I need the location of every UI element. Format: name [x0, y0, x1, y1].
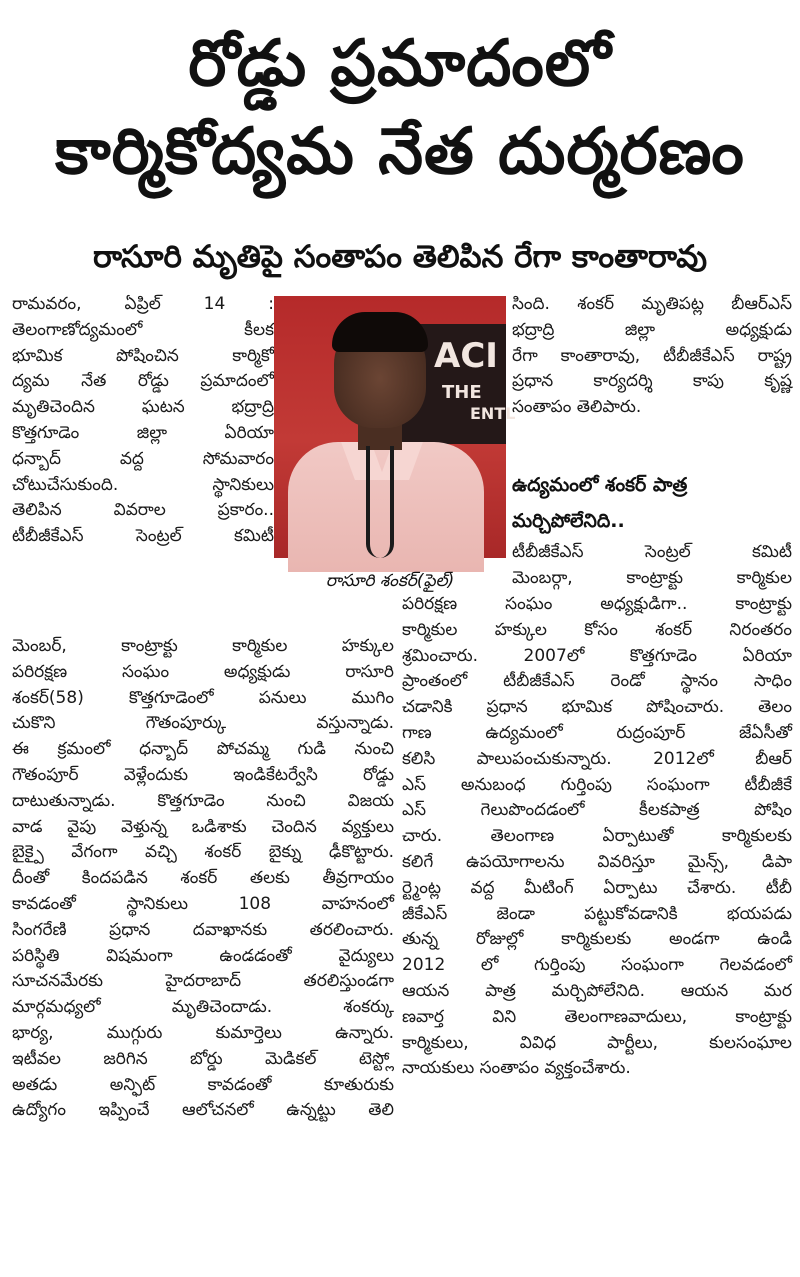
- text-line: చడానికి ప్రధాన భూమిక పోషించారు. తెలం: [402, 697, 792, 718]
- text-line: మృతిచెందిన ఘటన భద్రాద్రి: [12, 397, 274, 418]
- text-line: చుకొని గౌతంపూర్కు వస్తున్నాడు.: [12, 713, 394, 734]
- text-line: టీబీజీకేఎస్ సెంట్రల్ కమిటీ: [512, 542, 792, 562]
- text-line: ఇటీవల జరిగిన బోర్డు మెడికల్ టెస్ట్లో: [12, 1048, 394, 1069]
- text-line: గౌతంపూర్ వెళ్లేందుకు ఇండికేటర్వేసి రోడ్డు: [12, 764, 394, 785]
- text-line: ఉద్యోగం ఇప్పించే ఆలోచనలో ఉన్నట్టు తెలి: [12, 1100, 394, 1121]
- text-line: సింది. శంకర్ మృతిపట్ల బీఆర్ఎస్: [512, 294, 792, 314]
- text-line: ప్రాంతంలో టీబీజీకేఎస్ రెండో స్థానం సాధిం: [402, 671, 792, 692]
- text-line: భూమిక పోషించిన కార్మికో: [12, 345, 274, 366]
- text-line: ఈ క్రమంలో ధన్బాద్ పోచమ్మ గుడి నుంచి: [12, 739, 394, 760]
- text-line: చోటుచేసుకుంది. స్థానికులు: [12, 474, 274, 495]
- text-line: ర్ట్మెంట్ల వద్ద మీటింగ్ ఏర్పాటు చేశారు. టీబీ: [402, 877, 792, 898]
- text-line: భార్య, ముగ్గురు కుమార్తెలు ఉన్నారు.: [12, 1022, 394, 1043]
- banner-text-2: THE: [442, 382, 482, 403]
- subheadline: రాసూరి మృతిపై సంతాపం తెలిపిన రేగా కాంతారావు: [92, 239, 708, 275]
- article-right-mid-column: [512, 540, 792, 592]
- article-left-wide-column: [12, 634, 394, 1124]
- text-line: వాడ వైపు వెళ్తున్న ఒడిశాకు చెందిన వ్యక్తులు: [12, 816, 394, 837]
- text-line: పరిస్థితి విషమంగా ఉండడంతో వైద్యులు: [12, 945, 394, 966]
- text-line: మెంబర్గా, కాంట్రాక్టు కార్మికుల: [512, 567, 792, 588]
- text-line: నాయకులు సంతాపం వ్యక్తంచేశారు.: [402, 1058, 631, 1079]
- text-line: పరిరక్షణ సంఘం అధ్యక్షుడు రాసూరి: [12, 661, 394, 682]
- text-line: ఆయన పాత్ర మర్చిపోలేనిది. ఆయన మర: [402, 980, 792, 1001]
- article-right-column: [402, 592, 792, 1082]
- text-line: అతడు అన్ఫిట్ కావడంతో కూతురుకు: [12, 1074, 394, 1095]
- text-line: టీబీజీకేఎస్ సెంట్రల్ కమిటీ: [12, 526, 274, 547]
- text-line: ప్రధాన కార్యదర్శి కాపు కృష్ణ: [512, 371, 792, 392]
- article-right-top-column: [512, 292, 792, 421]
- text-line: భద్రాద్రి జిల్లా అధ్యక్షుడు: [512, 319, 792, 340]
- photo-caption: రాసూరి శంకర్(ఫైల్): [325, 571, 455, 591]
- text-line: ధన్బాద్ వద్ద సోమవారం: [12, 448, 274, 469]
- text-line: రామవరం, ఏప్రిల్ 14 :: [12, 294, 274, 314]
- text-line: దీంతో కిందపడిన శంకర్ తలకు తీవ్రగాయం: [12, 868, 394, 889]
- text-line: ద్యమ నేత రోడ్డు ప్రమాదంలో: [12, 371, 274, 392]
- text-line: తెలిపిన వివరాల ప్రకారం..: [12, 500, 274, 521]
- text-line: ఎస్ అనుబంధ గుర్తింపు సంఘంగా టీబీజీకే: [402, 774, 792, 795]
- text-line: చారు. తెలంగాణ ఏర్పాటుతో కార్మికులకు: [402, 826, 792, 847]
- headline-line-1: రోడ్డు ప్రమాదంలో: [188, 27, 612, 101]
- text-line: కలిసి పాలుపంచుకున్నారు. 2012లో బీఆర్: [402, 748, 792, 769]
- text-line: ణవార్త విని తెలంగాణవాదులు, కాంట్రాక్టు: [402, 1006, 792, 1027]
- article-left-column: [12, 292, 274, 550]
- id-lanyard: [366, 446, 394, 558]
- text-line: కొత్తగూడెం జిల్లా ఏరియా: [12, 422, 274, 443]
- text-line: బైక్పై వేగంగా వచ్చి శంకర్ బైక్ను ఢీకొట్టారు.: [12, 842, 394, 863]
- text-line: కార్మికులు, వివిధ పార్టీలు, కులసంఘాల: [402, 1032, 792, 1053]
- portrait-photo: [274, 296, 516, 558]
- text-line: శ్రమించారు. 2007లో కొత్తగూడెం ఏరియా: [402, 645, 792, 666]
- headline-line-2: కార్మికోద్యమ నేత దుర్మరణం: [55, 115, 745, 189]
- text-line: మెంబర్, కాంట్రాక్టు కార్మికుల హక్కుల: [12, 636, 394, 656]
- text-line: కావడంతో స్థానికులు 108 వాహనంలో: [12, 893, 394, 914]
- text-line: రేగా కాంతారావు, టీబీజీకేఎస్ రాష్ట్ర: [512, 345, 792, 366]
- banner-text-1: ACI: [434, 336, 498, 376]
- text-line: మార్గమధ్యలో మృతిచెందాడు. శంకర్కు: [12, 997, 394, 1018]
- section-subheading-line-1: ఉద్యమంలో శంకర్ పాత్ర: [512, 474, 688, 496]
- text-line: సింగరేణి ప్రధాన దవాఖానకు తరలించారు.: [12, 919, 394, 940]
- text-line: పరిరక్షణ సంఘం అధ్యక్షుడిగా.. కాంట్రాక్టు: [402, 594, 792, 614]
- text-line: శంకర్(58) కొత్తగూడెంలో పనులు ముగిం: [12, 687, 394, 708]
- text-line: కార్మికుల హక్కుల కోసం శంకర్ నిరంతరం: [402, 619, 792, 640]
- section-subheading-line-2: మర్చిపోలేనిది..: [512, 510, 625, 532]
- person-hair: [332, 312, 428, 352]
- text-line: సూచనమేరకు హైదరాబాద్ తరలిస్తుండగా: [12, 971, 394, 992]
- text-line: దాటుతున్నాడు. కొత్తగూడెం నుంచి విజయ: [12, 790, 394, 811]
- text-line: సంతాపం తెలిపారు.: [512, 397, 642, 418]
- text-line: తెలంగాణోద్యమంలో కీలక: [12, 319, 274, 340]
- text-line: 2012 లో గుర్తింపు సంఘంగా గెలవడంలో: [402, 955, 792, 976]
- text-line: కలిగే ఉపయోగాలను వివరిస్తూ మైన్స్, డిపా: [402, 851, 792, 872]
- text-line: జీకేఎస్ జెండా పట్టుకోవడానికి భయపడు: [402, 903, 792, 924]
- text-line: ఎస్ గెలుపొందడంలో కీలకపాత్ర పోషిం: [402, 800, 792, 821]
- text-line: తున్న రోజుల్లో కార్మికులకు అండగా ఉండి: [402, 929, 792, 950]
- banner-text-3: ENTL: [470, 404, 516, 423]
- text-line: గాణ ఉద్యమంలో రుద్రంపూర్ జేఏసీతో: [402, 722, 792, 743]
